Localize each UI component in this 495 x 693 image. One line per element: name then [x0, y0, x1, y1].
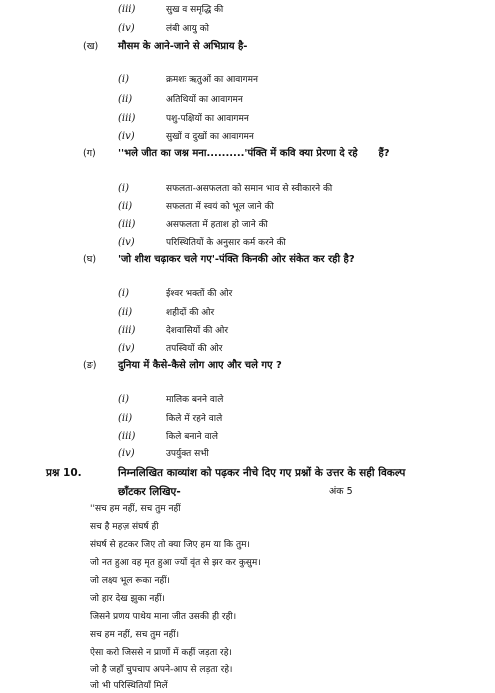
option-number: (i)	[118, 74, 130, 85]
option-text: अतिथियों का आवागमन	[166, 95, 243, 105]
option-text: तपस्वियों की ओर	[166, 344, 223, 354]
option-text: मालिक बनने वाले	[166, 395, 224, 405]
option-text: पशु-पक्षियों का आवागमन	[166, 114, 249, 124]
question-10-instruction: निम्नलिखित काव्यांश को पढ़कर नीचे दिए गए प्रश्नों के उत्तर के सही विकल्प	[118, 467, 406, 479]
option-text: सुखों व दुखों का आवागमन	[166, 132, 254, 142]
option-text: लंबी आयु को	[166, 24, 209, 34]
question-ga-text: ''भले जीत का जश्न मना..........'पंक्ति में कवि क्या प्रेरणा दे रहे हैं?	[118, 148, 390, 159]
question-10-marks: अंक 5	[329, 486, 353, 497]
option-number: (i)	[118, 183, 130, 194]
option-number: (iv)	[118, 237, 135, 248]
poem-line: जिसने प्रणय पाथेय माना जीत उसकी ही रही।	[90, 612, 237, 622]
option-number: (i)	[118, 394, 130, 405]
option-number: (iv)	[118, 23, 135, 34]
option-text: परिस्थितियों के अनुसार कर्म करने की	[166, 238, 286, 248]
poem-line: सच है महज़ संघर्ष ही	[90, 522, 159, 532]
question-gha-text: 'जो शीश चढ़ाकर चले गए'-पंक्ति किनकी ओर संकेत कर रही है?	[118, 254, 355, 265]
poem-line: जो हार देख झुका नहीं।	[90, 594, 165, 604]
option-text: क्रमशः ऋतुओं का आवागमन	[166, 75, 259, 85]
option-number: (iii)	[118, 219, 136, 230]
poem-line: जो नत हुआ वह मृत हुआ ज्यों वृंत से झर कर कुसुम।	[90, 558, 261, 568]
question-label-kha: (ख)	[83, 41, 99, 52]
poem-line: जो लक्ष्य भूल रूका नहीं।	[90, 576, 170, 586]
option-text: सुख व समृद्धि की	[166, 5, 224, 15]
option-text: उपर्युक्त सभी	[166, 449, 209, 459]
option-number: (iv)	[118, 448, 135, 459]
option-number: (iii)	[118, 431, 136, 442]
option-number: (iv)	[118, 343, 135, 354]
question-label-gha: (घ)	[83, 254, 97, 265]
option-number: (ii)	[118, 413, 133, 424]
option-number: (ii)	[118, 201, 133, 212]
poem-line: जो भी परिस्थितियाँ मिलें	[90, 681, 168, 691]
option-number: (iii)	[118, 325, 136, 336]
option-number: (iii)	[118, 113, 136, 124]
option-text: सफलता-असफलता को समान भाव से स्वीकारने की	[166, 184, 333, 194]
question-10-instruction-cont: छाँटकर लिखिए-	[118, 486, 181, 498]
poem-line: संघर्ष से हटकर जिए तो क्या जिए हम या कि तुम।	[90, 540, 250, 550]
option-number: (iv)	[118, 131, 135, 142]
option-number: (i)	[118, 288, 130, 299]
question-label-ga: (ग)	[83, 148, 96, 159]
option-text: शहीदों की ओर	[166, 308, 215, 318]
option-number: (iii)	[118, 4, 136, 15]
option-text: सफलता में स्वयं को भूल जाने की	[166, 202, 274, 212]
poem-line: जो है जहाँ चुपचाप अपने-आप से लड़ता रहे।	[90, 665, 233, 675]
poem-line: ''सच हम नहीं, सच तुम नहीं	[90, 504, 181, 514]
option-text: किले में रहने वाले	[166, 414, 223, 424]
question-10-label: प्रश्न 10.	[46, 467, 82, 479]
option-text: ईश्वर भक्तों की ओर	[166, 289, 233, 299]
poem-line: सच हम नहीं, सच तुम नहीं।	[90, 630, 180, 640]
option-text: किले बनाने वाले	[166, 432, 218, 442]
question-label-nga: (ङ)	[83, 360, 97, 371]
option-number: (ii)	[118, 94, 133, 105]
poem-line: ऐसा करो जिससे न प्राणों में कहीं जड़ता रहे।	[90, 648, 232, 658]
option-number: (ii)	[118, 307, 133, 318]
question-nga-text: दुनिया में कैसे-कैसे लोग आए और चले गए ?	[118, 360, 282, 371]
option-text: देशवासियों की ओर	[166, 326, 229, 336]
question-kha-text: मौसम के आने-जाने से अभिप्राय है-	[118, 41, 248, 52]
option-text: असफलता में हताश हो जाने की	[166, 220, 268, 230]
